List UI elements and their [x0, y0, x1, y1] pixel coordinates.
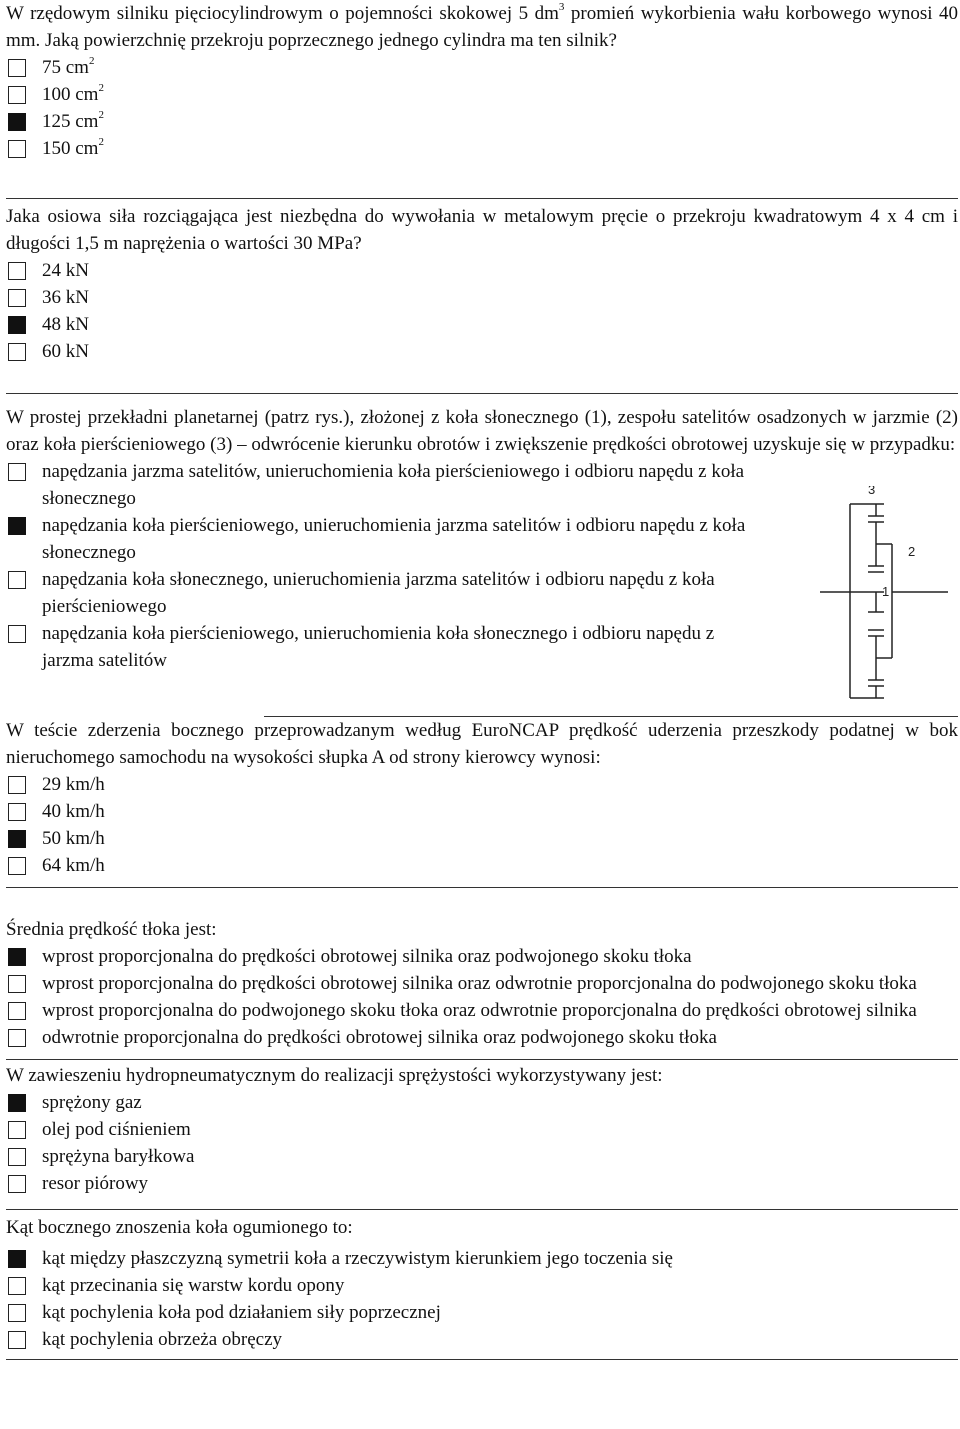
- question-3: [6, 394, 958, 674]
- question-7-options: [6, 1245, 958, 1353]
- option-label: kąt pochylenia koła pod działaniem siły poprzecznej: [42, 1302, 441, 1323]
- checkbox-unchecked[interactable]: [8, 1002, 26, 1020]
- option-checkbox-row[interactable]: [8, 997, 938, 1024]
- option-checkbox-row[interactable]: [8, 1299, 958, 1326]
- checkbox-unchecked[interactable]: [8, 975, 26, 993]
- question-1-options: [6, 54, 958, 162]
- option-label: wprost proporcjonalna do prędkości obrotowej silnika oraz odwrotnie proporcjonalna do podwojonego skoku tłoka: [42, 973, 917, 994]
- option-label: kąt przecinania się warstw kordu opony: [42, 1275, 345, 1296]
- question-1: [6, 0, 958, 162]
- option-label: napędzania koła słonecznego, unieruchomienia jarzma satelitów i odbioru napędu z koła pierścieniowego: [42, 569, 715, 617]
- option-checkbox-row[interactable]: [8, 458, 798, 512]
- option-checkbox-row[interactable]: [8, 338, 958, 365]
- question-7: [6, 1210, 958, 1353]
- option-checkbox-row[interactable]: [8, 852, 958, 879]
- checkbox-unchecked[interactable]: [8, 857, 26, 875]
- question-7-text: Kąt bocznego znoszenia koła ogumionego to:: [6, 1217, 353, 1238]
- option-checkbox-row[interactable]: [8, 970, 938, 997]
- checkbox-unchecked[interactable]: [8, 571, 26, 589]
- divider: [6, 1359, 958, 1360]
- option-checkbox-row[interactable]: [8, 257, 958, 284]
- option-label: wprost proporcjonalna do podwojonego skoku tłoka oraz odwrotnie proporcjonalna do prędkości obrotowej silnika: [42, 1000, 917, 1021]
- option-checkbox-row[interactable]: [8, 825, 958, 852]
- checkbox-checked[interactable]: [8, 1094, 26, 1112]
- option-checkbox-row[interactable]: [8, 620, 798, 674]
- option-checkbox-row[interactable]: [8, 1089, 958, 1116]
- checkbox-unchecked[interactable]: [8, 625, 26, 643]
- checkbox-unchecked[interactable]: [8, 343, 26, 361]
- checkbox-unchecked[interactable]: [8, 1277, 26, 1295]
- question-4: [6, 717, 958, 879]
- option-checkbox-row[interactable]: [8, 54, 958, 81]
- option-label: 150 $cm^2$: [42, 135, 104, 159]
- checkbox-unchecked[interactable]: [8, 1331, 26, 1349]
- option-label: napędzania koła pierścieniowego, unieruchomienia jarzma satelitów i odbioru napędu z koła słonecznego: [42, 515, 746, 563]
- option-label: napędzania koła pierścieniowego, unieruchomienia koła słonecznego i odbioru napędu z jarzma satelitów: [42, 623, 715, 671]
- checkbox-unchecked[interactable]: [8, 289, 26, 307]
- checkbox-checked[interactable]: [8, 316, 26, 334]
- checkbox-checked[interactable]: [8, 113, 26, 131]
- checkbox-unchecked[interactable]: [8, 1148, 26, 1166]
- question-5-text: Średnia prędkość tłoka jest:: [6, 919, 217, 940]
- option-checkbox-row[interactable]: [8, 108, 958, 135]
- option-label: sprężony gaz: [42, 1092, 142, 1113]
- checkbox-checked[interactable]: [8, 517, 26, 535]
- option-label: 75 $cm^2$: [42, 54, 95, 78]
- option-label: 36 kN: [42, 287, 89, 308]
- checkbox-unchecked[interactable]: [8, 776, 26, 794]
- option-label: sprężyna baryłkowa: [42, 1146, 195, 1167]
- checkbox-unchecked[interactable]: [8, 803, 26, 821]
- diagram-label-carrier: 2: [908, 544, 916, 559]
- diagram-label-ring: 3: [868, 486, 876, 497]
- option-label: odwrotnie proporcjonalna do prędkości obrotowej silnika oraz podwojonego skoku tłoka: [42, 1027, 717, 1048]
- option-checkbox-row[interactable]: [8, 284, 958, 311]
- question-5-options: [6, 943, 938, 1051]
- option-checkbox-row[interactable]: [8, 798, 958, 825]
- question-3-text: W prostej przekładni planetarnej (patrz rys.), złożonej z koła słonecznego (1), zespołu satelitów osadzonych w jarzmie (2) oraz koła pierścieniowego (3) – odwrócenie kierunku obrotów i zwiększenie prędkości obrotowej uzyskuje się w przypadku:: [6, 407, 958, 455]
- option-checkbox-row[interactable]: [8, 1116, 958, 1143]
- quiz-page: [6, 0, 958, 1360]
- option-checkbox-row[interactable]: [8, 311, 958, 338]
- diagram-label-sun: 1: [882, 584, 890, 599]
- option-label: 48 kN: [42, 314, 89, 335]
- checkbox-checked[interactable]: [8, 1250, 26, 1268]
- question-6: [6, 1060, 958, 1197]
- option-checkbox-row[interactable]: [8, 1143, 958, 1170]
- option-label: 40 km/h: [42, 801, 105, 822]
- option-checkbox-row[interactable]: [8, 1170, 958, 1197]
- option-checkbox-row[interactable]: [8, 566, 798, 620]
- checkbox-unchecked[interactable]: [8, 59, 26, 77]
- option-label: 100 $cm^2$: [42, 81, 104, 105]
- planetary-gear-diagram: [820, 486, 950, 706]
- option-label: olej pod ciśnieniem: [42, 1119, 191, 1140]
- option-label: wprost proporcjonalna do prędkości obrotowej silnika oraz podwojonego skoku tłoka: [42, 946, 692, 967]
- checkbox-unchecked[interactable]: [8, 463, 26, 481]
- option-label: 125 $cm^2$: [42, 108, 104, 132]
- question-4-text: W teście zderzenia bocznego przeprowadzanym według EuroNCAP prędkość uderzenia przeszkody podatnej w bok nieruchomego samochodu na wysokości słupka A od strony kierowcy wynosi:: [6, 720, 958, 768]
- option-label: 50 km/h: [42, 828, 105, 849]
- question-4-options: [6, 771, 958, 879]
- option-checkbox-row[interactable]: [8, 512, 798, 566]
- option-label: 24 kN: [42, 260, 89, 281]
- checkbox-checked[interactable]: [8, 830, 26, 848]
- checkbox-unchecked[interactable]: [8, 140, 26, 158]
- option-label: 29 km/h: [42, 774, 105, 795]
- option-checkbox-row[interactable]: [8, 1024, 938, 1051]
- checkbox-unchecked[interactable]: [8, 1029, 26, 1047]
- option-label: napędzania jarzma satelitów, unieruchomienia koła pierścieniowego i odbioru napędu z koła słonecznego: [42, 461, 745, 509]
- option-label: 64 km/h: [42, 855, 105, 876]
- question-1-text: W rzędowym silniku pięciocylindrowym o pojemności skokowej 5 $dm^3$ promień wykorbienia wału korbowego wynosi 40 mm. Jaką powierzchnię przekroju poprzecznego jednego cylindra ma ten silnik?: [6, 0, 958, 51]
- option-checkbox-row[interactable]: [8, 1245, 958, 1272]
- option-checkbox-row[interactable]: [8, 135, 958, 162]
- option-checkbox-row[interactable]: [8, 1326, 958, 1353]
- option-checkbox-row[interactable]: [8, 771, 958, 798]
- checkbox-unchecked[interactable]: [8, 1175, 26, 1193]
- option-label: kąt pochylenia obrzeża obręczy: [42, 1329, 283, 1350]
- checkbox-checked[interactable]: [8, 948, 26, 966]
- option-label: kąt między płaszczyzną symetrii koła a rzeczywistym kierunkiem jego toczenia się: [42, 1248, 673, 1269]
- option-checkbox-row[interactable]: [8, 1272, 958, 1299]
- checkbox-unchecked[interactable]: [8, 262, 26, 280]
- checkbox-unchecked[interactable]: [8, 86, 26, 104]
- option-checkbox-row[interactable]: [8, 943, 938, 970]
- question-2-options: [6, 257, 958, 365]
- checkbox-unchecked[interactable]: [8, 1304, 26, 1322]
- question-5: [6, 888, 958, 1051]
- question-2: [6, 199, 958, 365]
- option-checkbox-row[interactable]: [8, 81, 958, 108]
- question-6-text: W zawieszeniu hydropneumatycznym do realizacji sprężystości wykorzystywany jest:: [6, 1065, 663, 1086]
- option-label: 60 kN: [42, 341, 89, 362]
- checkbox-unchecked[interactable]: [8, 1121, 26, 1139]
- question-2-text: Jaka osiowa siła rozciągająca jest niezbędna do wywołania w metalowym pręcie o przekroju kwadratowym 4 x 4 cm i długości 1,5 m naprężenia o wartości 30 MPa?: [6, 206, 958, 254]
- option-label: resor piórowy: [42, 1173, 149, 1194]
- question-3-options: [6, 458, 798, 674]
- question-6-options: [6, 1089, 958, 1197]
